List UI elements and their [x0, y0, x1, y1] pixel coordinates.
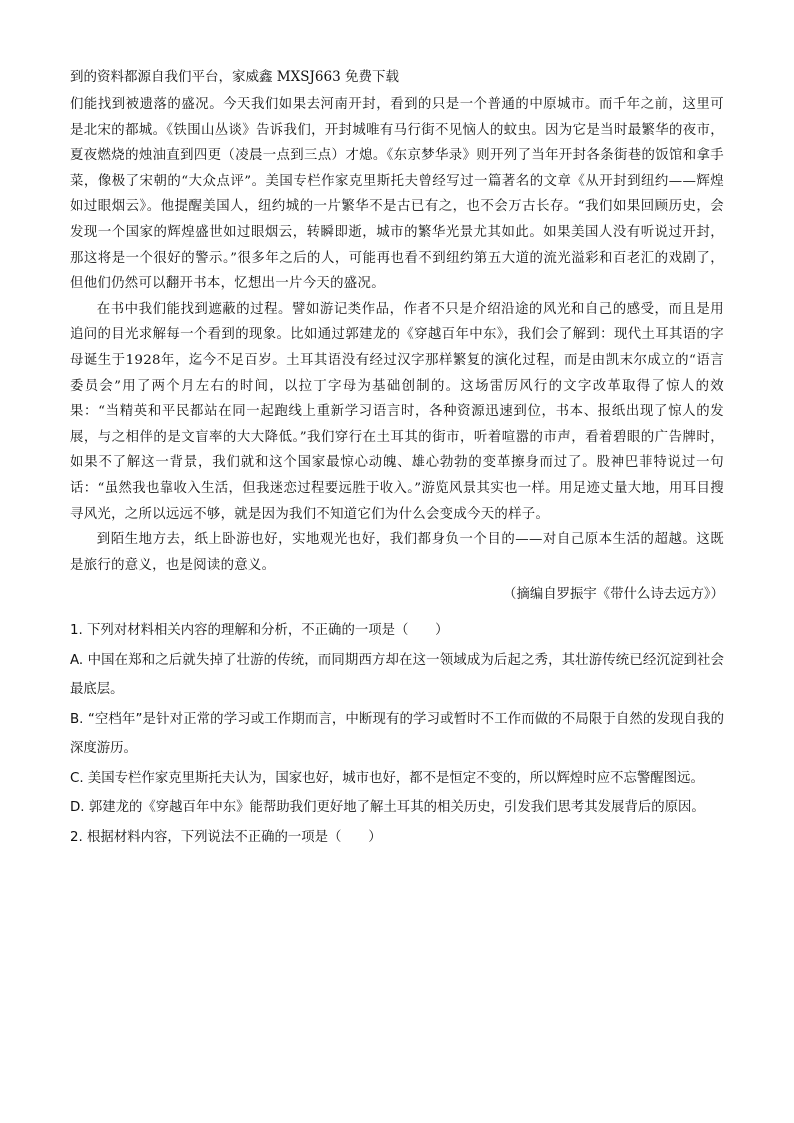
passage-paragraph-3: 到陌生地方去，纸上卧游也好，实地观光也好，我们都身负一个目的——对自己原本生活的超越。这既是旅行的意义，也是阅读的意义。 [70, 532, 724, 573]
question-1 [70, 616, 724, 823]
document-page [70, 66, 724, 852]
option-a: A. 中国在郑和之后就失掉了壮游的传统，而同期西方却在这一领域成为后起之秀，其壮游传统已经沉淀到社会最底层。 [70, 652, 724, 698]
passage-paragraph-2: 在书中我们能找到遮蔽的过程。譬如游记类作品，作者不只是介绍沿途的风光和自己的感受，而且是用追问的目光求解每一个看到的现象。比如通过郭建龙的《穿越百年中东》，我们会了解到：现代土耳其语的字母诞生于1928年，迄今不足百岁。土耳其语没有经过汉字那样繁复的演化过程，而是由凯末尔成立的“语言委员会”用了两个月左右的时间，以拉丁字母为基础创制的。这场雷厉风行的文字改革取得了惊人的效果：“当精英和平民都站在同一起跑线上重新学习语言时，各种资源迅速到位，书本、报纸出现了惊人的发展，与之相伴的是文盲率的大大降低。”我们穿行在土耳其的街市，听着喧嚣的市声，看着碧眼的广告牌时，如果不了解这一背景，我们就和这个国家最惊心动魄、雄心勃勃的变革擦身而过了。股神巴菲特说过一句话：“虽然我也靠收入生活，但我迷恋过程要远胜于收入。”游览风景其实也一样。用足迹丈量大地，用耳目搜寻风光，之所以远远不够，就是因为我们不知道它们为什么会变成今天的样子。 [70, 301, 724, 522]
question-stem: 1. 下列对材料相关内容的理解和分析，不正确的一项是（ ） [70, 623, 449, 639]
option-d: D. 郭建龙的《穿越百年中东》能帮助我们更好地了解土耳其的相关历史，引发我们思考其发展背后的原因。 [70, 800, 705, 816]
question-stem: 2. 根据材料内容，下列说法不正确的一项是（ ） [70, 829, 382, 845]
question-2 [70, 823, 724, 853]
option-b: B. “空档年”是针对正常的学习或工作期而言，中断现有的学习或暂时不工作而做的不局限于自然的发现自我的深度游历。 [70, 711, 724, 757]
option-c: C. 美国专栏作家克里斯托夫认为，国家也好，城市也好，都不是恒定不变的，所以辉煌时应不忘警醒图远。 [70, 770, 704, 786]
passage-paragraph-1: 们能找到被遗落的盛况。今天我们如果去河南开封，看到的只是一个普通的中原城市。而千年之前，这里可是北宋的都城。《铁围山丛谈》告诉我们，开封城唯有马行街不见恼人的蚊虫。因为它是当时最繁华的夜市，夏夜燃烧的烛油直到四更（凌晨一点到三点）才熄。《东京梦华录》则开列了当年开封各条街巷的饭馆和拿手菜，像极了宋朝的“大众点评”。美国专栏作家克里斯托夫曾经写过一篇著名的文章《从开封到纽约——辉煌如过眼烟云》。他提醒美国人，纽约城的一片繁华不是古已有之，也不会万古长存。“我们如果回顾历史，会发现一个国家的辉煌盛世如过眼烟云，转瞬即逝，城市的繁华光景尤其如此。如果美国人没有听说过开封，那这将是一个很好的警示。”很多年之后的人，可能再也看不到纽约第五大道的流光溢彩和百老汇的戏剧了，但他们仍然可以翻开书本，忆想出一片今天的盛况。 [70, 97, 724, 292]
passage-source: （摘编自罗振宇《带什么诗去远方》） [503, 587, 724, 603]
download-notice: 到的资料都源自我们平台，家威鑫 MXSJ663 免费下载 [70, 69, 399, 85]
reading-passage [70, 92, 724, 608]
question-list [70, 616, 724, 852]
